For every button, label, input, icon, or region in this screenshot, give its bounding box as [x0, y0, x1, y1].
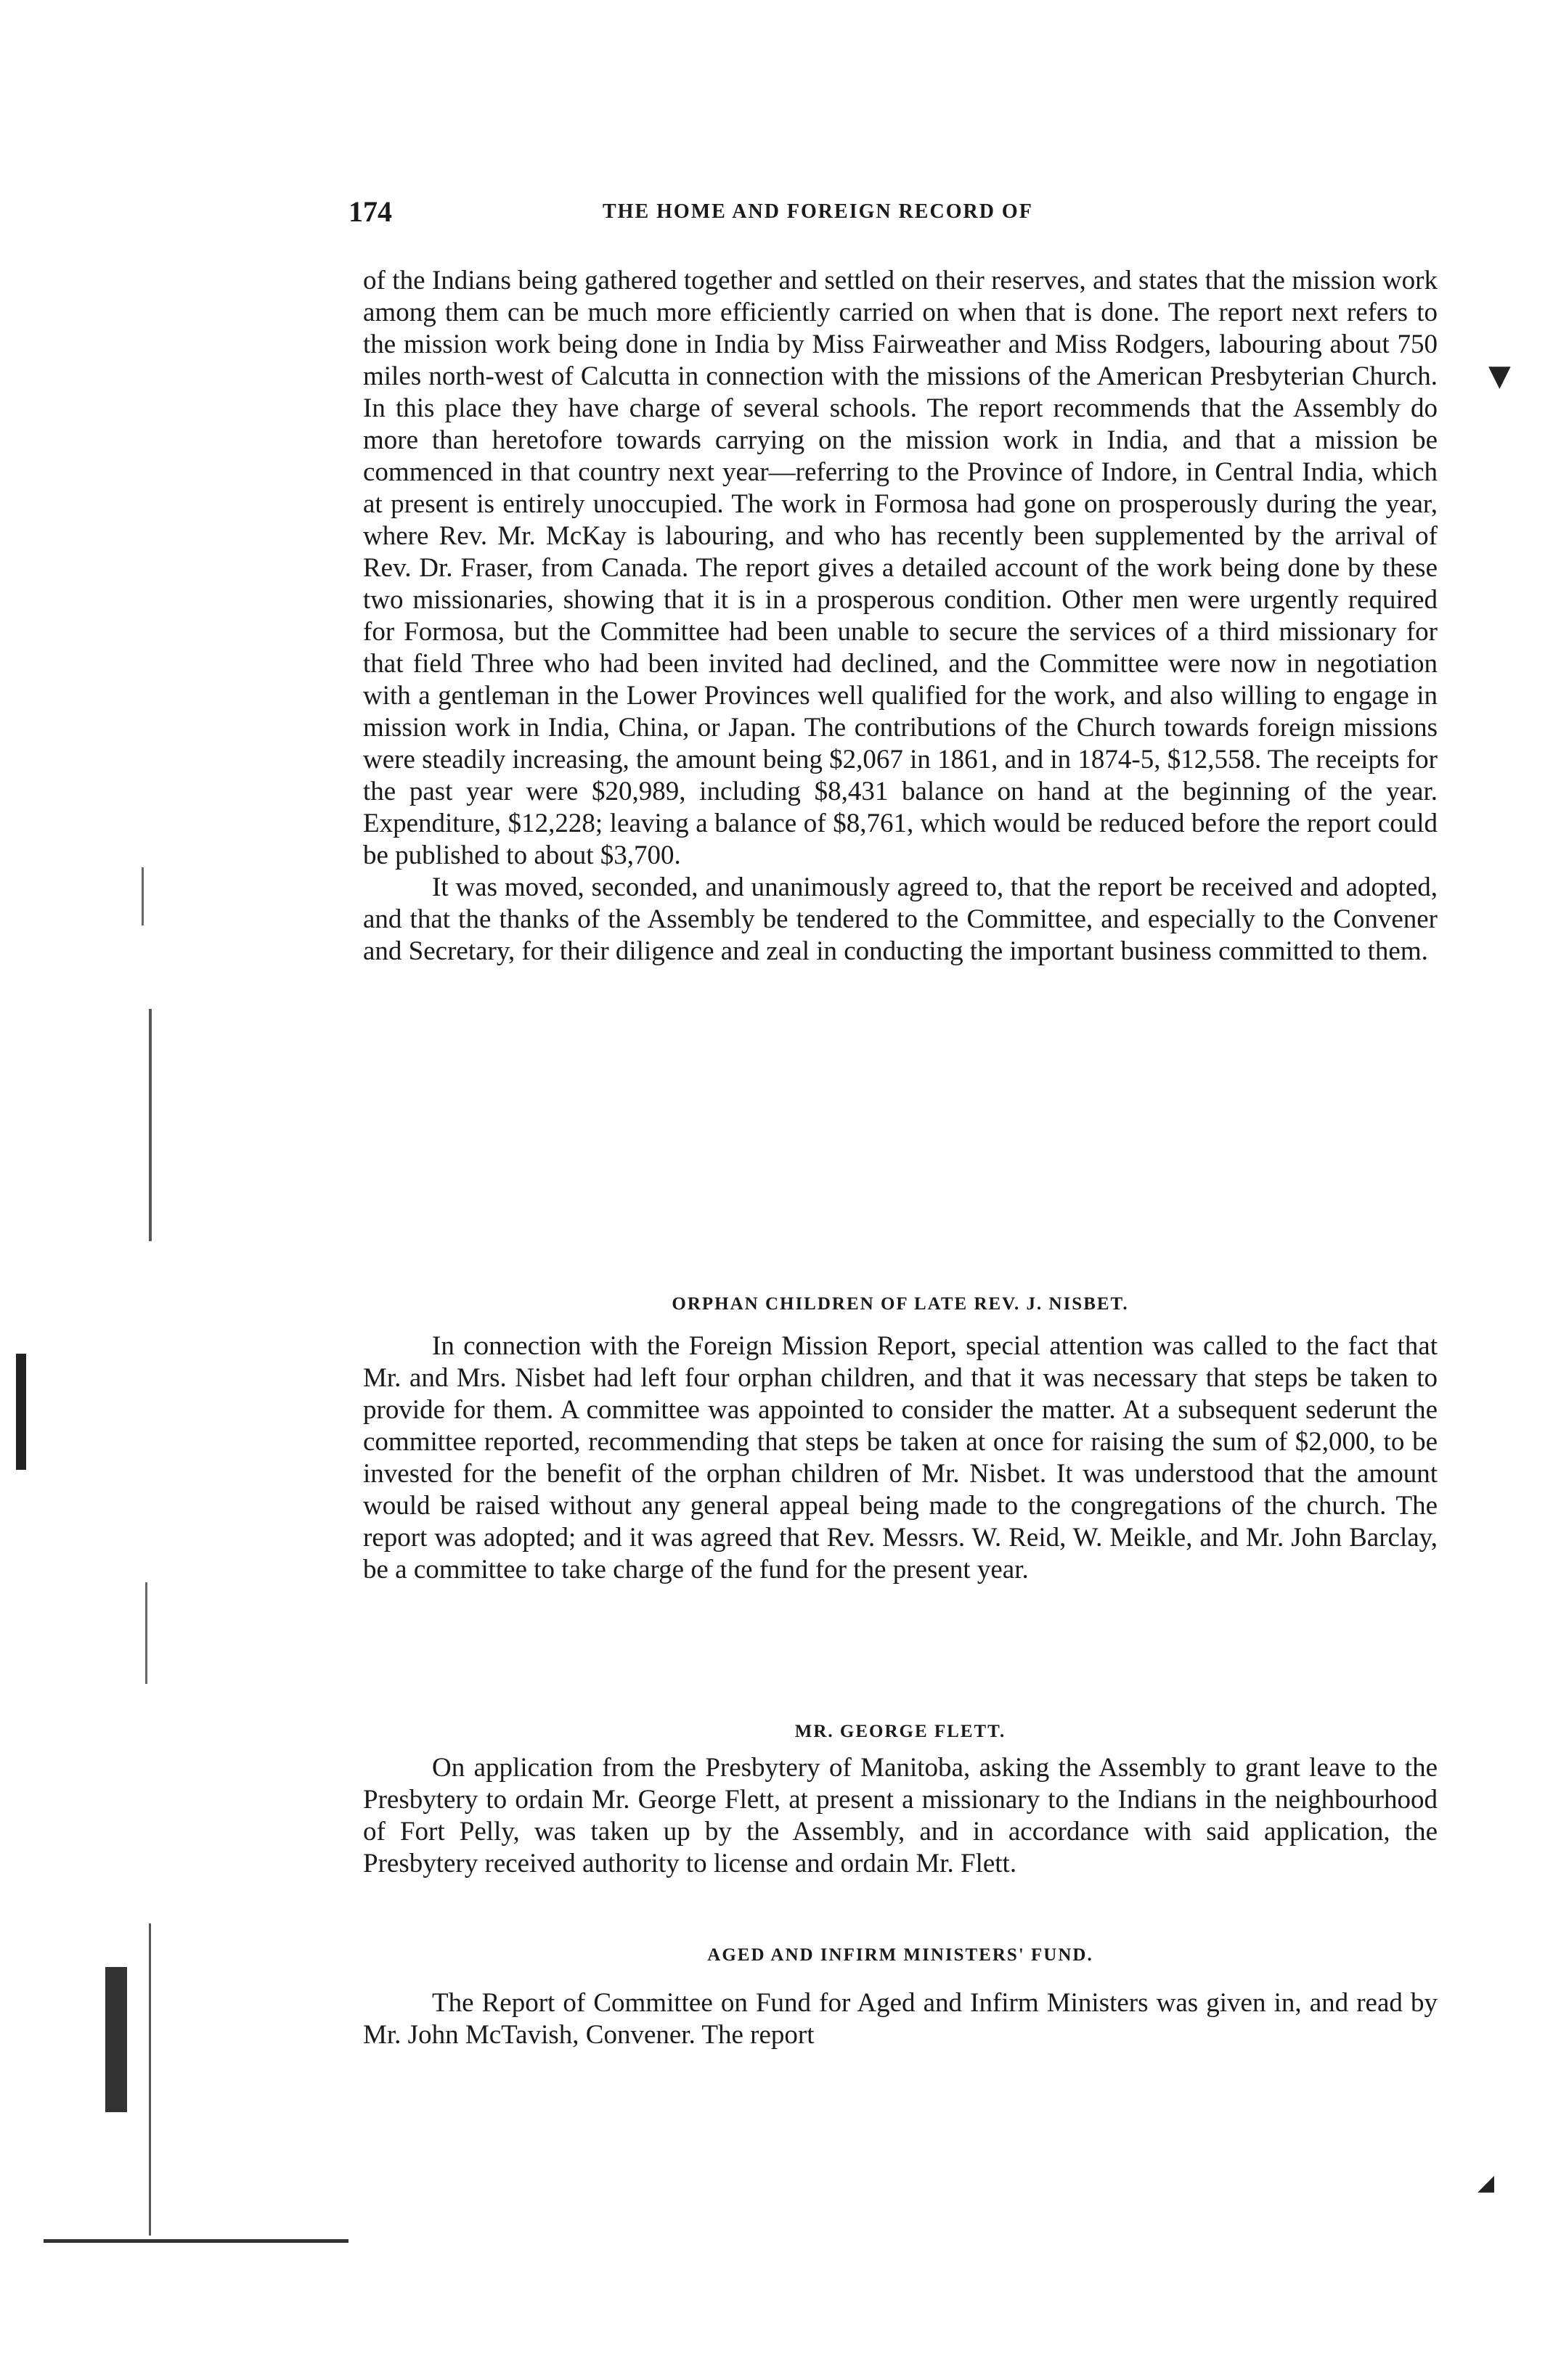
page-number: 174 — [348, 195, 392, 228]
margin-scan-mark — [16, 1354, 26, 1470]
section-heading-orphan: ORPHAN CHILDREN OF LATE REV. J. NISBET. — [672, 1294, 1129, 1314]
section-heading-aged: AGED AND INFIRM MINISTERS' FUND. — [707, 1945, 1093, 1965]
section-flett-text — [363, 1752, 1438, 1880]
section-aged-text — [363, 1987, 1438, 2051]
margin-scan-mark — [142, 867, 144, 925]
margin-scan-mark — [145, 1582, 147, 1684]
margin-arrow-mark: ◢ — [1477, 2170, 1495, 2196]
paragraph-orphan: In connection with the Foreign Mission Report, special attention was called to the fact that Mr. and Mrs. Nisbet had left four orphan children, and that it was necessary that steps be taken to provide for them. A committee was appointed to consider the matter. At a subsequent sederunt the committee reported, recommending that steps be taken at once for raising the sum of $2,000, to be invested for the benefit of the orphan children of Mr. Nisbet. It was understood that the amount would be raised without any general appeal being made to the congregations of the church. The report was adopted; and it was agreed that Rev. Messrs. W. Reid, W. Meikle, and Mr. John Barclay, be a committee to take charge of the fund for the present year. — [363, 1331, 1438, 1584]
section-heading-flett: MR. GEORGE FLETT. — [794, 1722, 1006, 1741]
paragraph-continued: of the Indians being gathered together and settled on their reserves, and states that the mission work among them can be much more efficiently carried on when that is done. The report next refers to the mission work being done in India by Miss Fairweather and Miss Rodgers, labouring about 750 miles north-west of Calcutta in connection with the missions of the American Presbyterian Church. In this place they have charge of several schools. The report recommends that the Assembly do more than heretofore towards carrying on the mission work in India, and that a mission be commenced in that country next year—referring to the Province of Indore, in Central India, which at present is entirely unoccupied. The work in Formosa had gone on prosperously during the year, where Rev. Mr. McKay is labouring, and who has recently been supplemented by the arrival of Rev. Dr. Fraser, from Canada. The report gives a detailed account of the work being done by these two missionaries, showing that it is in a prosperous condition. Other men were urgently required for Formosa, but the Committee had been unable to secure the services of a third missionary for that field Three who had been invited had declined, and the Committee were now in negotiation with a gentleman in the Lower Provinces well qualified for the work, and also willing to engage in mission work in India, China, or Japan. The contributions of the Church towards foreign missions were steadily increasing, the amount being $2,067 in 1861, and in 1874-5, $12,558. The receipts for the past year were $20,989, including $8,431 balance on hand at the beginning of the year. Expenditure, $12,228; leaving a balance of $8,761, which would be reduced before the report could be published to about $3,700. — [363, 266, 1438, 870]
main-text-block — [363, 265, 1438, 968]
paragraph-flett: On application from the Presbytery of Manitoba, asking the Assembly to grant leave to the Presbytery to ordain Mr. George Flett, at present a missionary to the Indians in the neighbourhood of Fort Pelly, was taken up by the Assembly, and in accordance with said application, the Presbytery received authority to license and ordain Mr. Flett. — [363, 1753, 1438, 1878]
section-orphan-text — [363, 1330, 1438, 1586]
margin-scan-mark — [149, 1009, 152, 1241]
margin-scan-mark — [149, 1923, 151, 2236]
paragraph-motion: It was moved, seconded, and unanimously agreed to, that the report be received and adopted, and that the thanks of the Assembly be tendered to the Committee, and especially to the Convener and Secretary, for their diligence and zeal in conducting the important business committed to them. — [363, 872, 1438, 966]
margin-arrow-mark: ▼ — [1488, 359, 1511, 393]
running-head: THE HOME AND FOREIGN RECORD OF — [603, 200, 1033, 223]
margin-scan-mark — [44, 2239, 348, 2243]
margin-scan-mark — [105, 1967, 127, 2112]
page-header — [348, 195, 1452, 238]
paragraph-aged: The Report of Committee on Fund for Aged and Infirm Ministers was given in, and read by Mr. John McTavish, Convener. The report — [363, 1988, 1438, 2050]
